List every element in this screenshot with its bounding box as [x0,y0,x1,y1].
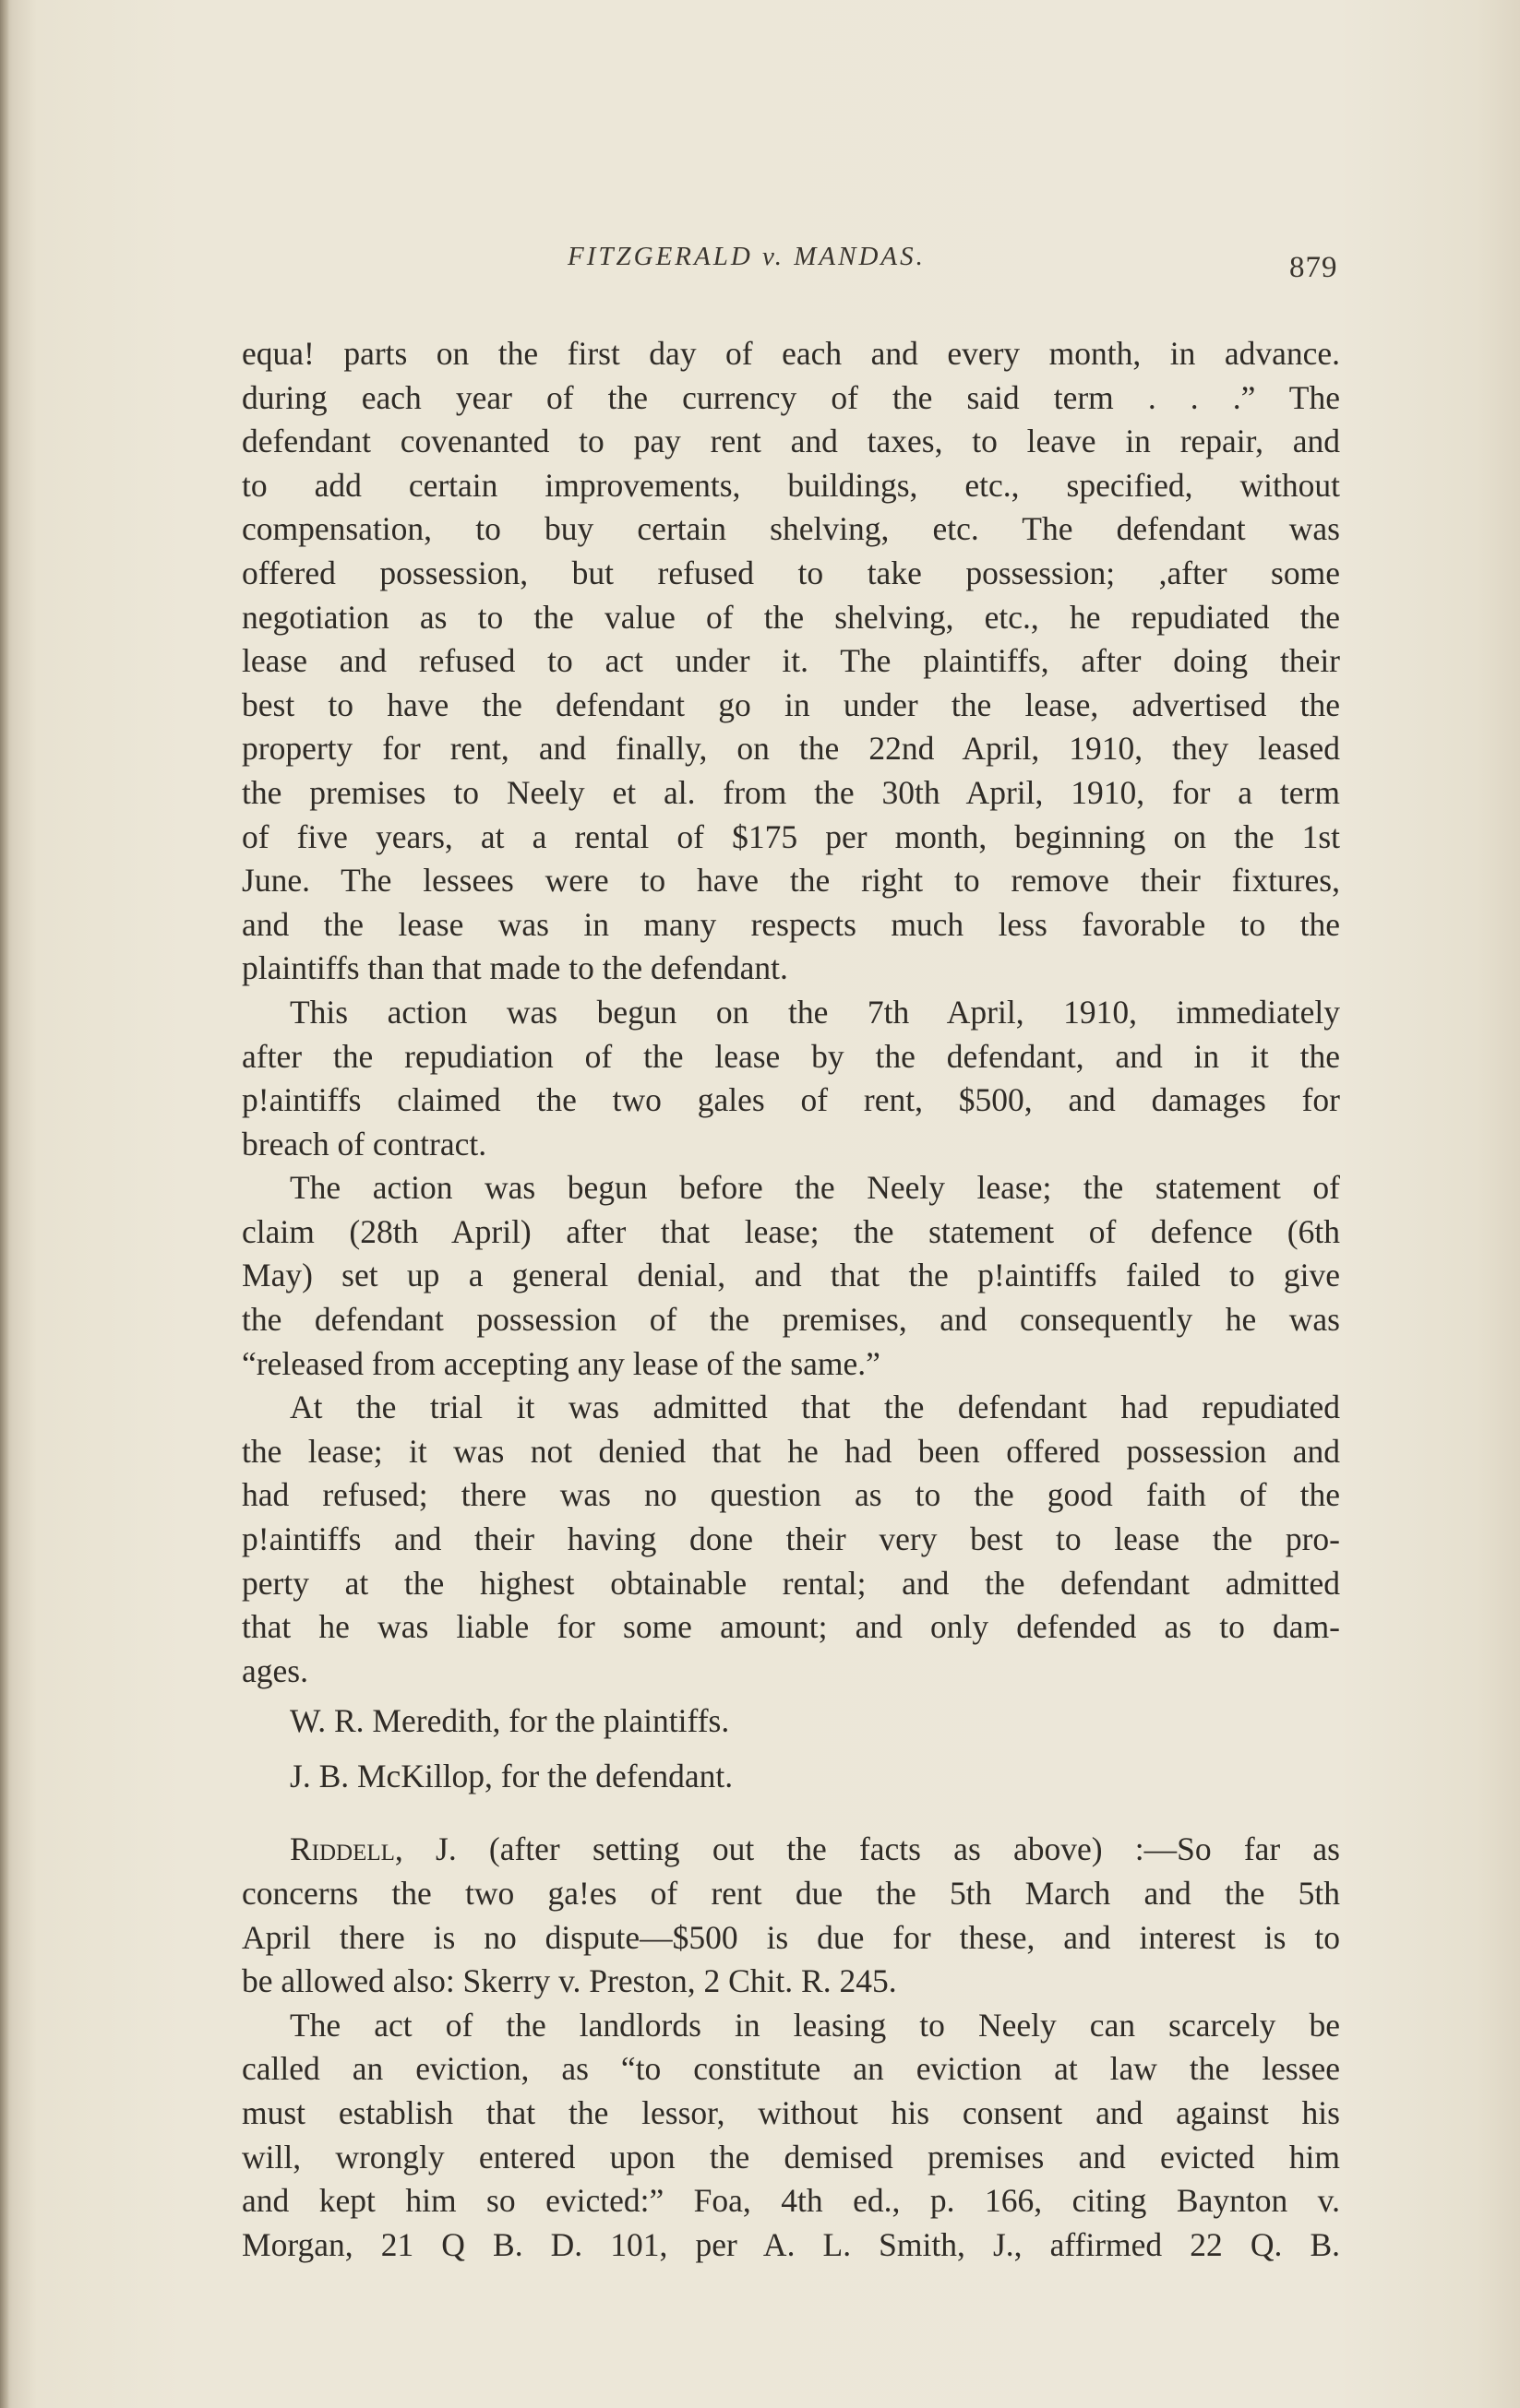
text-line: perty at the highest obtainable rental; and the defendant admitted [242,1564,1340,1602]
text-line: defendant covenanted to pay rent and taxes, to leave in repair, and [242,423,1340,460]
text-line: the lease; it was not denied that he had been offered possession and [242,1432,1340,1470]
text-line: to add certain improvements, buildings, etc., specified, without [242,466,1340,504]
judge-name: Riddell, J. [290,1830,457,1868]
text-line: plaintiffs than that made to the defendant. [242,949,788,987]
page-number: 879 [1289,251,1338,284]
text-line: that he was liable for some amount; and only defended as to dam- [242,1608,1340,1646]
running-title: FITZGERALD v. MANDAS. [568,242,926,271]
trial-paragraph [242,1386,1340,1693]
action-paragraph [242,991,1340,1166]
pleadings-paragraph [242,1166,1340,1386]
text-line: be allowed also: Skerry v. Preston, 2 Chit. R. 245. [242,1962,897,2000]
binding-shadow [0,0,9,2408]
text-line: “released from accepting any lease of the same.” [242,1344,880,1382]
text-line: best to have the defendant go in under the lease, advertised the [242,685,1340,723]
text-line: breach of contract. [242,1125,487,1162]
text-line: p!aintiffs claimed the two gales of rent, $500, and damages for [242,1081,1340,1119]
text-line: June. The lessees were to have the right to remove their fixtures, [242,862,1340,900]
text-line: compensation, to buy certain shelving, etc. The defendant was [242,510,1340,548]
text-line: and the lease was in many respects much less favorable to the [242,905,1340,943]
text-line: property for rent, and finally, on the 22nd April, 1910, they leased [242,730,1340,768]
text-line [242,1828,1340,1872]
facts-paragraph [242,332,1340,991]
body-text [242,332,1340,2267]
text-line: The act of the landlords in leasing to Neely can scarcely be [290,2006,1340,2044]
text-line: This action was begun on the 7th April, 1910, immediately [290,993,1340,1031]
text-line: had refused; there was no question as to the good faith of the [242,1476,1340,1514]
counsel-list [242,1693,1340,1804]
judgment-paragraph [242,1828,1340,2003]
text-line: the defendant possession of the premises, and consequently he was [242,1301,1340,1339]
text-line: during each year of the currency of the said term . . .” The [242,378,1340,416]
text-line: lease and refused to act under it. The plaintiffs, after doing their [242,642,1340,680]
text-line: April there is no dispute—$500 is due for these, and interest is to [242,1918,1340,1956]
text-line: concerns the two ga!es of rent due the 5th March and the 5th [242,1875,1340,1912]
text-line: offered possession, but refused to take possession; ,after some [242,554,1340,591]
text-line: of five years, at a rental of $175 per month, beginning on the 1st [242,817,1340,855]
text-line: after the repudiation of the lease by the defendant, and in it the [242,1037,1340,1075]
eviction-paragraph [242,2004,1340,2268]
text-line: will, wrongly entered upon the demised premises and evicted him [242,2138,1340,2176]
text-line: the premises to Neely et al. from the 30th April, 1910, for a term [242,773,1340,811]
text-line: p!aintiffs and their having done their very best to lease the pro- [242,1520,1340,1558]
judgment-opening: (after setting out the facts as above) :—So far as [456,1830,1340,1868]
text-line: At the trial it was admitted that the defendant had repudiated [290,1389,1340,1426]
text-line: must establish that the lessor, without his consent and against his [242,2093,1340,2131]
text-line: May) set up a general denial, and that the p!aintiffs failed to give [242,1257,1340,1294]
counsel-defendant: J. B. McKillop, for the defendant. [290,1758,734,1795]
text-line: negotiation as to the value of the shelving, etc., he repudiated the [242,598,1340,636]
text-line: and kept him so evicted:” Foa, 4th ed., p. 166, citing Baynton v. [242,2182,1340,2220]
counsel-plaintiffs: W. R. Meredith, for the plaintiffs. [290,1702,730,1740]
text-line: called an eviction, as “to constitute an eviction at law the lessee [242,2050,1340,2088]
text-line: equa! parts on the first day of each and every month, in advance. [242,335,1340,372]
section-gap [242,1804,1340,1828]
text-line: ages. [242,1651,308,1689]
text-line: Morgan, 21 Q B. D. 101, per A. L. Smith, J., affirmed 22 Q. B. [242,2225,1340,2263]
text-line: The action was begun before the Neely lease; the statement of [290,1169,1340,1207]
text-line: claim (28th April) after that lease; the statement of defence (6th [242,1212,1340,1250]
